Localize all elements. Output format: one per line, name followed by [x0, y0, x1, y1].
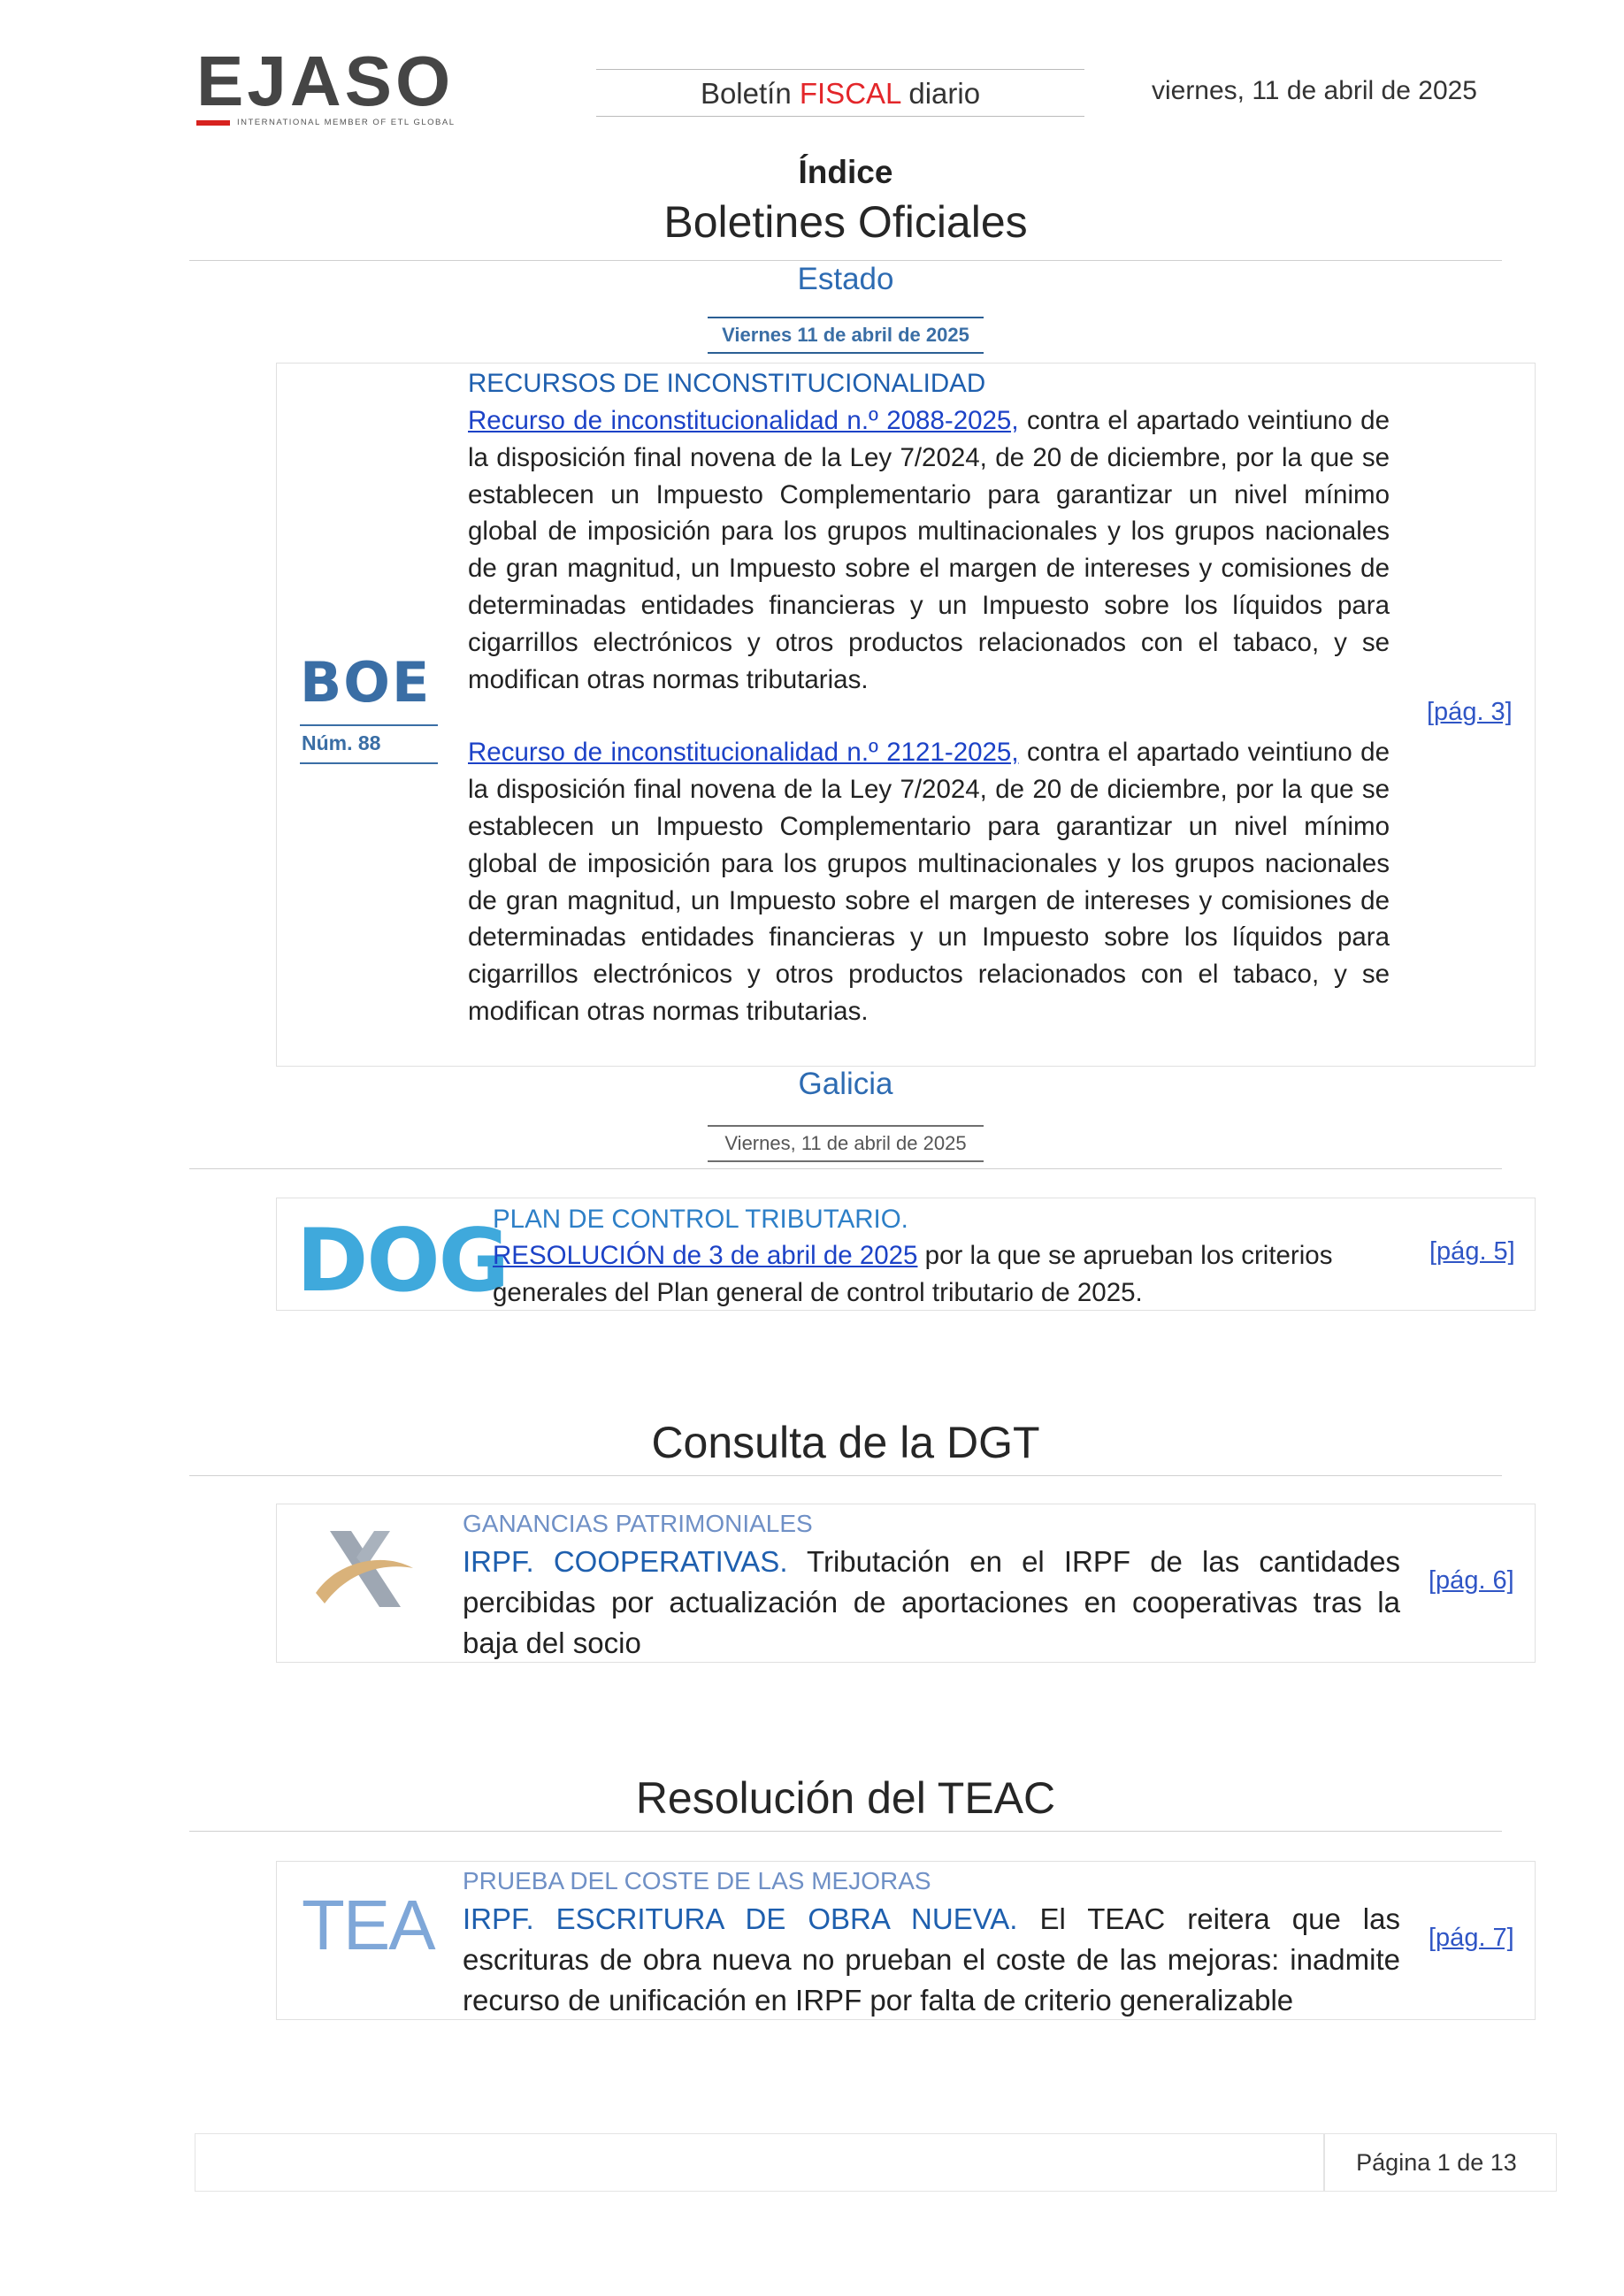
teac-item [463, 1899, 1400, 2021]
index-heading: Índice [798, 154, 893, 190]
date-label-galicia: Viernes, 11 de abril de 2025 [708, 1125, 984, 1162]
footer-divider [1323, 2133, 1325, 2192]
teac-logo: TEA [302, 1886, 434, 1964]
dog-content [493, 1202, 1404, 1312]
boe-item-1 [468, 402, 1390, 698]
bulletin-title-prefix: Boletín [700, 77, 800, 110]
section-title-dgt: Consulta de la DGT [651, 1418, 1040, 1467]
dgt-item-lead[interactable]: IRPF. COOPERATIVAS. [463, 1545, 788, 1578]
dog-card [276, 1198, 1536, 1311]
section-title-teac: Resolución del TEAC [635, 1773, 1056, 1823]
teac-item-text: El TEAC reitera que las escrituras de obra nueva no prueban el coste de las mejoras: inadmite recurso de unificación en IRPF por falta de criterio generalizable [463, 1902, 1400, 2017]
dgt-item [463, 1542, 1400, 1664]
bulletin-title-suffix: diario [900, 77, 981, 110]
bulletin-title-accent: FISCAL [799, 77, 901, 110]
boe-number: Núm. 88 [302, 731, 381, 754]
boe-item-2-text: contra el apartado veintiuno de la disposición final novena de la Ley 7/2024, de 20 de diciembre, por la que se establecen un Impuesto Complementario para garantizar un nivel mínimo global de imposición para los grupos multinacionales y los grupos nacionales de gran magnitud, un Impuesto sobre el margen de intereses y comisiones de determinadas entidades financieras y un Impuesto sobre los líquidos para cigarrillos electrónicos y otros productos relacionados con el tabaco, y se modifican otras normas tributarias. [468, 738, 1390, 1026]
region-estado: Estado [797, 262, 894, 296]
dgt-card [276, 1504, 1536, 1663]
boe-number-box [300, 724, 438, 764]
region-galicia: Galicia [798, 1067, 893, 1101]
header-date: viernes, 11 de abril de 2025 [1151, 76, 1477, 105]
logo-subtitle: INTERNATIONAL MEMBER OF ETL GLOBAL [237, 118, 456, 127]
section-divider [189, 1168, 1502, 1169]
boe-card [276, 363, 1536, 1067]
boe-logo [300, 650, 438, 764]
boe-category: RECURSOS DE INCONSTITUCIONALIDAD [468, 369, 986, 398]
boe-content [468, 365, 1390, 1030]
dgt-item-text: Tributación en el IRPF de las cantidades percibidas por actualización de aportaciones en cooperativas tras la baja del socio [463, 1545, 1401, 1659]
logo-accent-bar [196, 120, 230, 126]
teac-item-lead[interactable]: IRPF. ESCRITURA DE OBRA NUEVA. [463, 1902, 1018, 1935]
boe-item-1-link[interactable]: Recurso de inconstitucionalidad n.º 2088-2025, [468, 406, 1019, 435]
dog-item-link[interactable]: RESOLUCIÓN de 3 de abril de 2025 [493, 1241, 918, 1270]
teac-content [463, 1864, 1400, 2021]
ejaso-logo: EJASO [196, 42, 455, 120]
dog-logo: DOG [296, 1211, 509, 1312]
section-divider [189, 260, 1502, 261]
section-divider [189, 1475, 1502, 1476]
boe-page-link[interactable]: [pág. 3] [1427, 698, 1513, 726]
boe-item-1-text: contra el apartado veintiuno de la disposición final novena de la Ley 7/2024, de 20 de diciembre, por la que se establecen un Impuesto Complementario para garantizar un nivel mínimo global de imposición para los grupos multinacionales y los grupos nacionales de gran magnitud, un Impuesto sobre el margen de intereses y comisiones de determinadas entidades financieras y un Impuesto sobre los líquidos para cigarrillos electrónicos y otros productos relacionados con el tabaco, y se modifican otras normas tributarias. [468, 406, 1390, 694]
dgt-page-link[interactable]: [pág. 6] [1429, 1566, 1514, 1595]
section-divider [189, 1831, 1502, 1832]
dgt-category: GANANCIAS PATRIMONIALES [463, 1510, 813, 1537]
date-label-estado: Viernes 11 de abril de 2025 [708, 317, 984, 354]
boe-logo-text: BOE [300, 650, 432, 715]
dog-item [493, 1237, 1404, 1312]
section-title-boletines: Boletines Oficiales [663, 197, 1028, 247]
teac-card [276, 1861, 1536, 2020]
teac-category: PRUEBA DEL COSTE DE LAS MEJORAS [463, 1867, 931, 1894]
dog-page-link[interactable]: [pág. 5] [1429, 1237, 1515, 1266]
dog-item-text: por la que se aprueban los criterios generales del Plan general de control tributario de 2025. [493, 1241, 1333, 1307]
bulletin-title [596, 69, 1084, 117]
boe-item-2 [468, 734, 1390, 1029]
page-number: Página 1 de 13 [1356, 2149, 1517, 2176]
teac-page-link[interactable]: [pág. 7] [1429, 1924, 1514, 1952]
dgt-content [463, 1506, 1400, 1664]
dog-category: PLAN DE CONTROL TRIBUTARIO. [493, 1205, 908, 1234]
agencia-tributaria-icon [303, 1515, 420, 1619]
boe-item-2-link[interactable]: Recurso de inconstitucionalidad n.º 2121-2025, [468, 738, 1019, 768]
